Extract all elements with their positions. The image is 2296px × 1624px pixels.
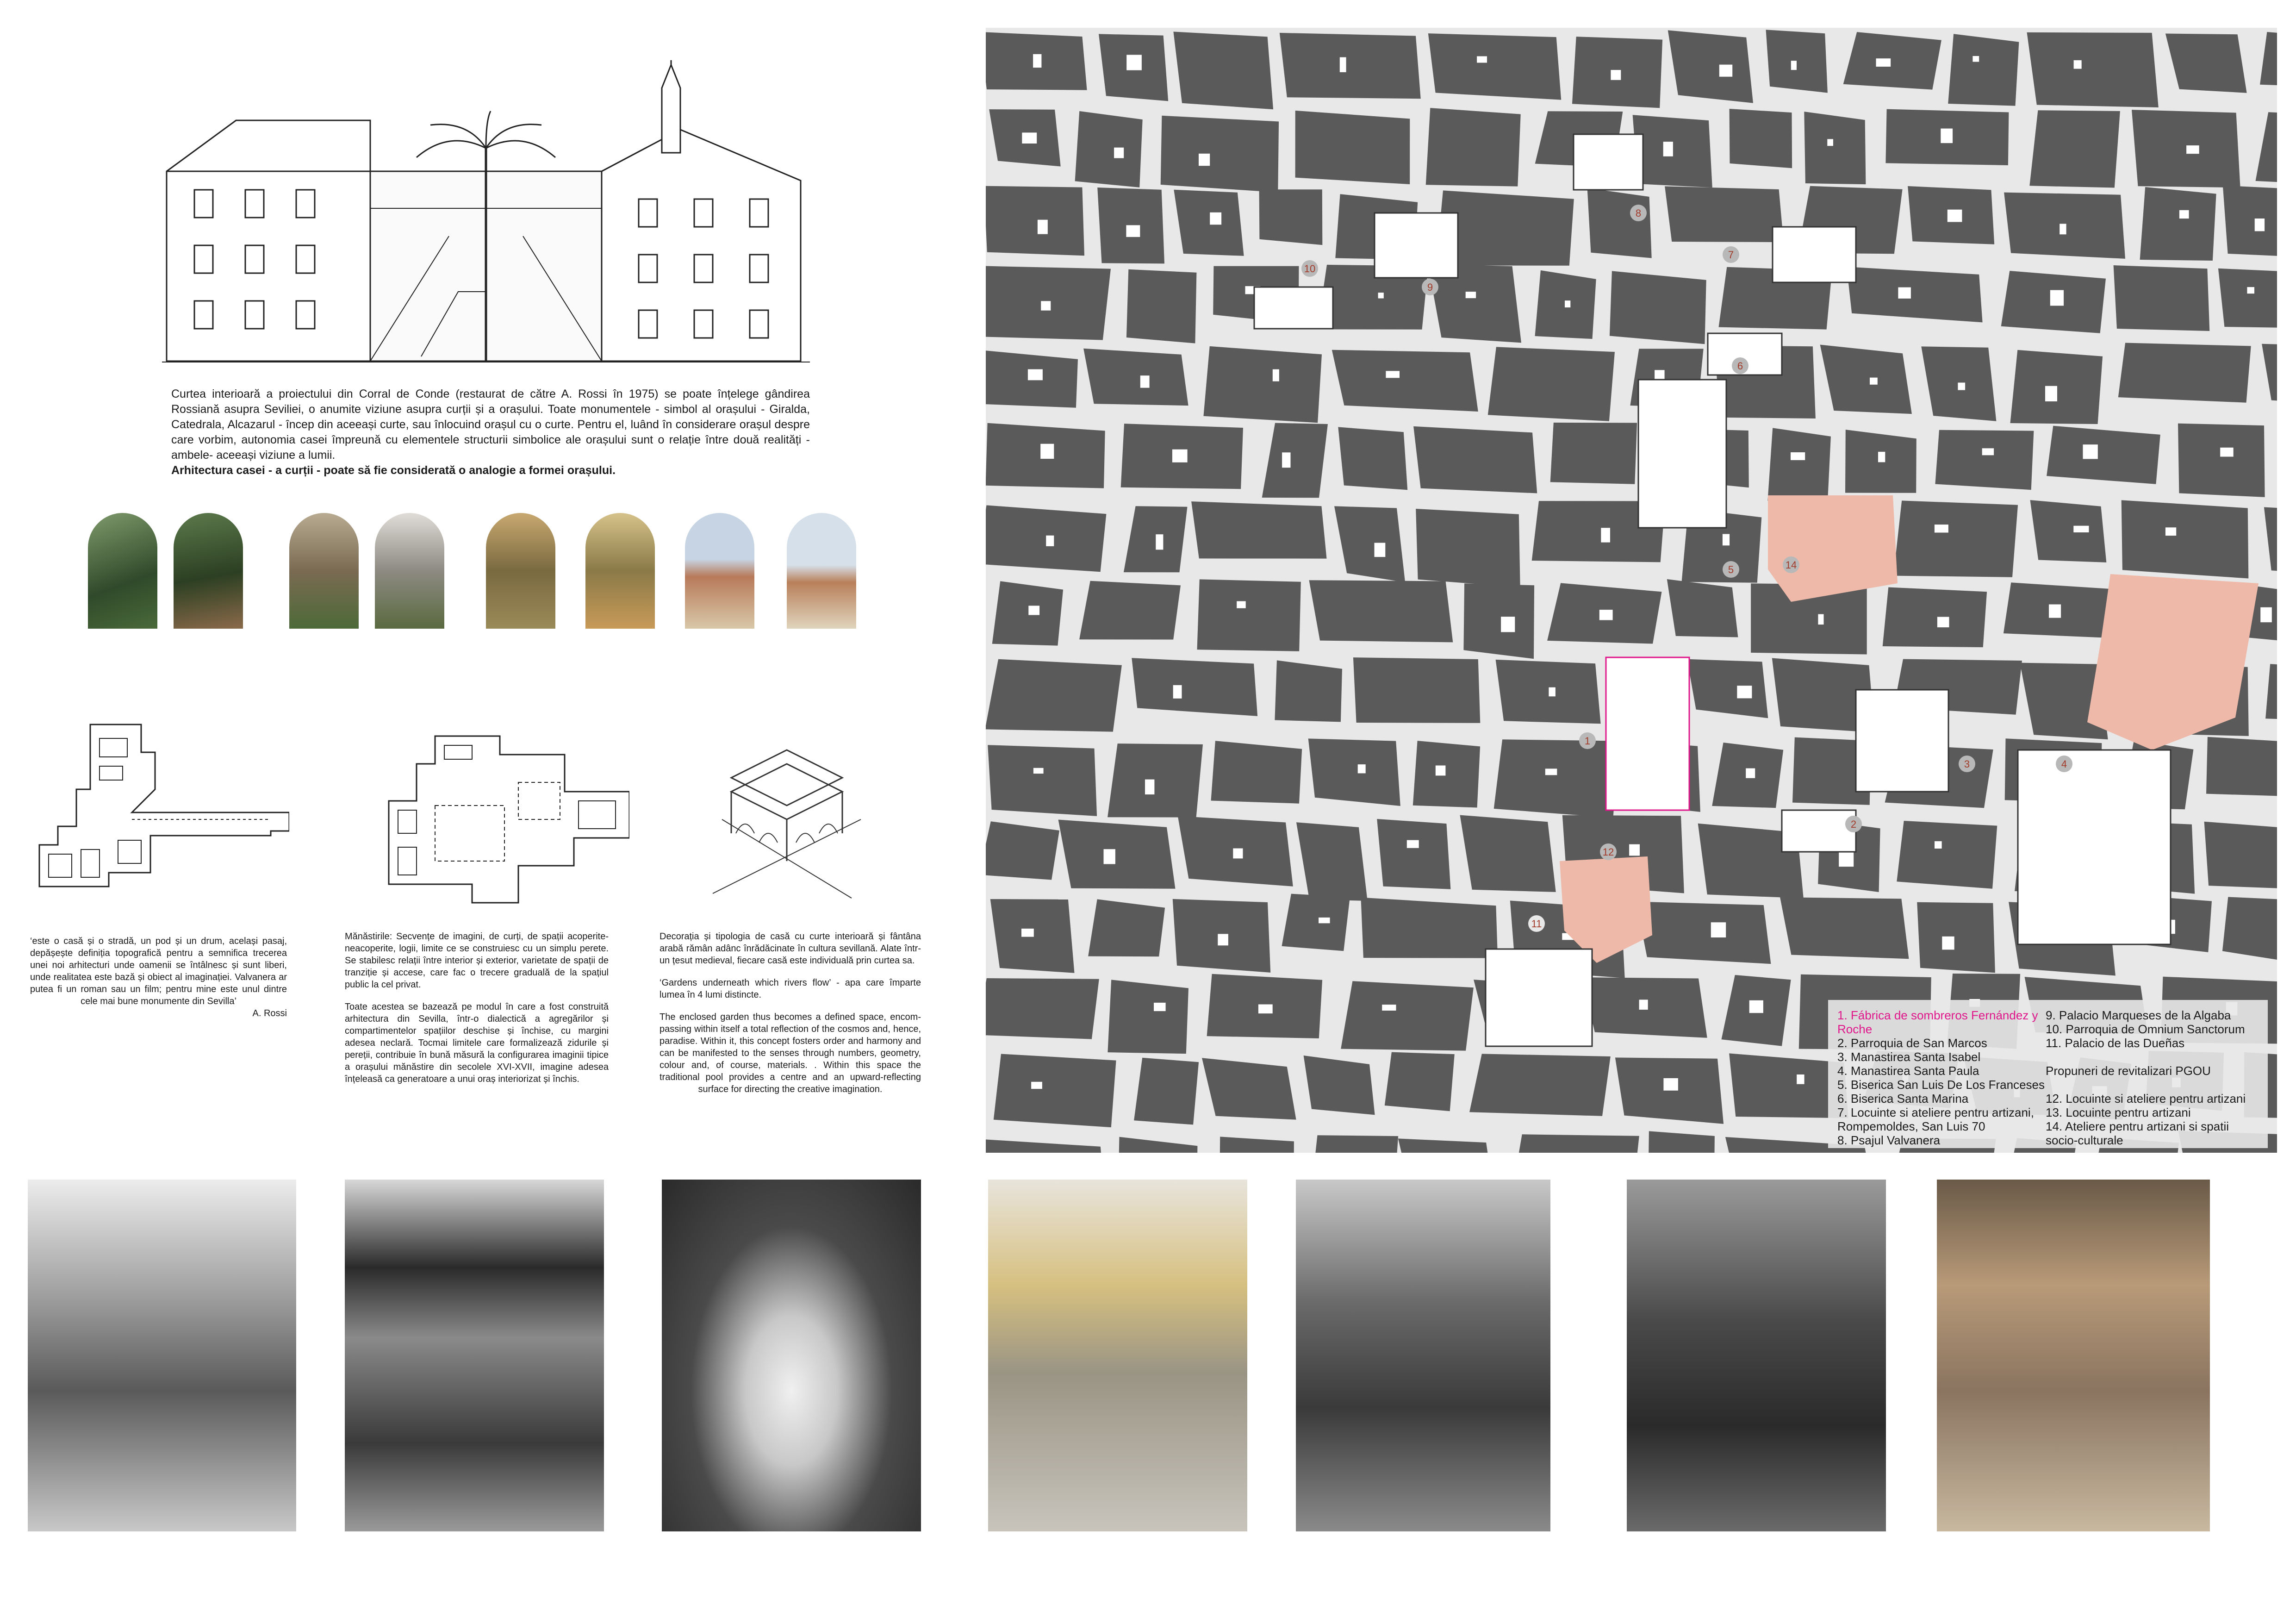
rossi-quote-text: ‘este o casă și o stradă, un pod și un drum, același pasaj, depășește definiția topografică pentru a semnifica trecerea unei noi arhitecturi unde oamenii se întâlnesc și sunt liberi, unde realitatea este bază și obiect al imaginației. Valvanera ar putea fi un roman sau un film; pentru mine este unul dintre cele mai bune monumente din Sevilla’ [30,936,287,1006]
photo-patio-plants-bw [1627,1180,1886,1531]
city-block [1843,32,1941,90]
block-courtyard [1041,301,1051,310]
plan-san-luis-franceses [1638,380,1726,528]
city-block [1385,1052,1455,1112]
city-block [1088,899,1165,956]
city-block [1132,658,1257,716]
arch-photo-garden-vase [174,513,243,629]
arch-photo-plaza-espana-wide [787,513,856,629]
city-block [1668,30,1753,103]
plan-fabrica-sombreros [1606,657,1689,810]
city-block [2262,344,2277,406]
svg-text:11: 11 [1531,918,1542,930]
city-block [2165,34,2247,93]
city-block [1126,269,1197,344]
block-courtyard [1599,610,1613,620]
city-block [1897,821,1997,889]
legend-right-column [2046,1008,2246,1147]
city-block [1309,1135,1398,1153]
marker-11[interactable] [1528,915,1545,932]
block-courtyard [1746,768,1755,778]
marker-3[interactable] [1959,756,1975,772]
block-courtyard [1549,687,1556,697]
legend-item-7-cont: Rompemoldes, San Luis 70 [1837,1119,1985,1133]
marker-2[interactable] [1845,816,1862,832]
block-courtyard [1629,844,1640,856]
svg-text:6: 6 [1737,360,1743,372]
city-block [1460,815,1556,892]
legend-spacer [2046,1050,2246,1064]
arch-photo-tropical-leaves [88,513,157,629]
block-courtyard [1282,452,1290,468]
city-block [1615,1057,1724,1124]
city-block [2132,110,2240,187]
block-courtyard [2050,290,2064,306]
legend-item-1-cont: Roche [1837,1022,1873,1036]
city-block [1426,108,1521,187]
block-courtyard [1791,452,1805,460]
city-block [1259,189,1323,245]
plan-santa-isabel [1856,690,1948,792]
block-courtyard [1935,841,1942,849]
city-block [2265,664,2277,721]
block-courtyard [1791,61,1797,70]
city-block [1377,819,1450,889]
column-courtyard-typology [660,931,921,1106]
plan-locuinte-san-luis-70 [1773,227,1856,282]
arch-photo-palm-courtyard [585,513,655,629]
city-block [2222,897,2277,960]
block-courtyard [1218,934,1228,945]
block-courtyard [2186,145,2199,154]
block-courtyard [1937,617,1949,628]
block-courtyard [1156,534,1163,550]
block-courtyard [1358,764,1366,773]
city-block [1428,33,1561,100]
city-block [1550,423,1637,484]
block-courtyard [1028,606,1039,615]
city-block [1496,660,1601,724]
city-block [1512,1134,1639,1153]
city-block [1309,580,1453,642]
city-block [994,1054,1116,1128]
photo-brick-arcade [1937,1180,2210,1531]
block-courtyard [1611,70,1621,80]
city-block [2140,187,2216,261]
legend-item-10: 10. Parroquia de Omnium Sanctorum [2046,1022,2245,1036]
city-block [1338,427,1407,490]
city-block [2027,32,2159,107]
city-block [1174,190,1244,256]
city-block [2030,500,2107,562]
block-courtyard [1104,849,1115,864]
block-courtyard [1031,1082,1042,1089]
block-courtyard [1663,1078,1678,1091]
block-courtyard [2045,386,2057,401]
city-block [1134,1058,1199,1125]
block-courtyard [1898,287,1911,299]
block-courtyard [1382,1005,1396,1011]
city-block [1893,500,2018,577]
block-courtyard [1199,154,1210,166]
block-courtyard [1407,840,1419,848]
city-block [986,186,1084,256]
city-block [1413,426,1537,493]
block-courtyard [2220,448,2234,457]
city-block [1948,34,2019,106]
marker-4[interactable] [2056,756,2072,772]
top-caption-bold: Arhitectura casei - a curții - poate să fie considerată o analogie a formei orașului. [171,464,616,477]
corral-del-conde-sketch [162,60,810,366]
block-courtyard [1233,849,1243,859]
city-block [988,745,1097,816]
marker-1[interactable] [1579,732,1596,749]
city-block [2206,737,2277,797]
city-block [2260,32,2277,88]
city-block [1108,980,1188,1054]
legend-item-12: 12. Locuinte si ateliere pentru artizani [2046,1092,2246,1106]
block-courtyard [1876,58,1891,67]
city-block [1083,349,1188,406]
block-courtyard [1021,929,1034,937]
block-courtyard [1140,375,1150,388]
city-block [2264,507,2277,577]
rossi-quote-author: A. Rossi [252,1008,287,1018]
city-block [1494,739,1619,818]
svg-text:10: 10 [1304,263,1316,275]
seville-figure-ground-map [986,28,2277,1153]
block-courtyard [2060,224,2066,234]
block-courtyard [1033,54,1041,68]
block-courtyard [1173,685,1182,699]
city-block [1202,1058,1296,1119]
legend-item-3: 3. Manastirea Santa Isabel [1837,1050,1981,1064]
block-courtyard [1114,148,1124,158]
city-block [1883,587,1987,648]
city-block [986,505,1106,572]
city-block [1469,1054,1611,1116]
city-block [2118,343,2251,403]
legend-item-2: 2. Parroquia de San Marcos [1837,1036,1987,1050]
block-courtyard [1827,139,1833,146]
city-block [1295,111,1410,184]
typology-p2: ‘Gardens underneath which rivers flow’ - apa care împarte lumea în 4 lumi distincte. [660,978,921,1000]
legend-item-6: 6. Biserica Santa Marina [1837,1092,1969,1106]
block-courtyard [1935,525,1948,532]
svg-text:8: 8 [1635,207,1642,219]
block-courtyard [1501,617,1515,632]
block-courtyard [2165,527,2176,536]
block-courtyard [1711,922,1726,937]
block-courtyard [1545,768,1557,775]
column-rossi-quote [30,935,287,1019]
block-courtyard [1375,543,1386,557]
svg-text:9: 9 [1427,281,1433,293]
city-block [986,659,1122,732]
city-block [1766,30,1828,93]
city-block [2204,822,2277,890]
plan-san-marcos [1782,810,1856,852]
block-courtyard [1839,852,1854,867]
city-block [2256,112,2277,184]
city-block [1075,111,1143,187]
block-courtyard [1273,369,1279,381]
block-courtyard [1477,56,1487,63]
city-block [1648,1131,1715,1153]
block-courtyard [1038,220,1048,234]
arch-photo-plaza-espana [685,513,754,629]
city-block [1804,112,1866,184]
block-courtyard [2179,210,2189,219]
legend-item-13: 13. Locuinte pentru artizani [2046,1106,2191,1119]
block-courtyard [1870,378,1878,385]
legend-left-column [1837,1008,2045,1147]
legend-item-8: 8. Psajul Valvanera [1837,1133,1941,1147]
city-block [1108,743,1203,818]
svg-text:4: 4 [2061,758,2067,770]
city-block [1610,271,1706,344]
block-courtyard [2260,607,2272,622]
city-block [1197,579,1301,651]
block-courtyard [1466,292,1476,298]
block-courtyard [2083,444,2098,459]
city-block [1587,188,1652,258]
block-courtyard [1040,444,1054,459]
city-block [2223,186,2277,258]
city-block [1361,898,1498,958]
city-block [1488,347,1615,421]
marker-10[interactable] [1301,260,1318,277]
block-courtyard [2049,605,2061,618]
block-courtyard [1737,686,1752,698]
block-courtyard [1601,528,1610,542]
city-block [1262,423,1328,498]
city-block [1308,738,1400,806]
proposal-area-14 [1768,495,1898,602]
city-block [1058,820,1176,889]
map-blocks [986,28,2277,1153]
block-courtyard [1319,918,1330,923]
legend-item-11: 11. Palacio de las Dueñas [2046,1036,2185,1050]
legend-item-14-cont: socio-culturale [2046,1133,2123,1147]
city-block [1820,345,1912,414]
column-monasteries [345,931,609,1095]
legend-proposals-heading: Propuneri de revitalizari PGOU [2046,1064,2211,1078]
city-block [2114,265,2210,331]
block-courtyard [1749,1000,1763,1013]
city-block [1304,1056,1375,1115]
marker-14[interactable] [1783,556,1799,573]
block-courtyard [1237,601,1246,608]
photo-interior-staircase [345,1180,604,1531]
city-block [1463,583,1534,659]
block-courtyard [2073,526,2089,532]
city-block [1767,428,1831,504]
block-courtyard [1982,448,1994,455]
marker-7[interactable] [1723,246,1739,263]
city-block [1636,902,1771,964]
block-courtyard [1340,57,1346,72]
city-block [1687,659,1768,718]
city-block [1416,509,1520,587]
city-block [1780,897,1909,959]
plan-valvanera [30,720,289,891]
plan-palacio-algaba [1375,213,1458,278]
plan-palacio-duenas [1486,949,1592,1046]
block-courtyard [1172,450,1188,462]
marker-5[interactable] [1723,561,1739,578]
photo-valvanera-passage [28,1180,296,1531]
block-courtyard [1972,56,1979,62]
block-courtyard [1386,371,1400,378]
monasteries-p2: Toate acestea se bazează pe modul în care a fost construită arhitectura din Sevilla, într-o dialectică a agregărilor și compartimentelor spațiilor deschise și închise, cu margini adesea neclară. Tocmai limitele care formalizează zidurile și pereții, contribuie în bună măsură la configurarea imaginii tipice a orașului mănăstire din secolele XVI-XVII, imagine adesea înțeleasă ca generatoare a unui oraș interiorizat și închis. [345,1002,609,1084]
city-block [1935,430,2034,490]
block-courtyard [1663,142,1673,156]
legend-item-5: 5. Biserica San Luis De Los Franceses [1837,1078,2045,1092]
courtyard-axonometric-sketch [703,727,870,912]
svg-text:12: 12 [1602,846,1614,858]
marker-6[interactable] [1732,357,1748,374]
city-block [1665,186,1784,242]
legend-spacer-2 [2046,1078,2246,1092]
city-block [1917,902,1995,973]
legend-item-4: 4. Manastirea Santa Paula [1837,1064,1979,1078]
plan-convent [380,727,629,912]
block-courtyard [1878,452,1885,462]
block-courtyard [1378,293,1384,298]
block-courtyard [2247,287,2254,294]
typology-p1: Decorația și tipologia de casă cu curte interioară și fântâna arabă rămân adânc înrădăcinate în cultura sevillană. Alate într-un țesut medieval, fiecare casă este individuală prin curtea sa. [660,931,921,966]
city-block [1413,741,1480,807]
city-block [1079,581,1181,640]
marker-9[interactable] [1422,279,1438,295]
city-block [2029,110,2120,187]
svg-text:3: 3 [1964,758,1970,770]
block-courtyard [1948,210,1962,222]
city-block [1203,346,1322,423]
city-block [1667,579,1738,637]
city-block [2047,426,2160,484]
block-courtyard [1941,129,1953,144]
plan-valvanera-building [1574,134,1643,190]
city-block [1296,822,1368,901]
arch-photo-garden-sunlit [486,513,555,629]
block-courtyard [1639,999,1648,1010]
block-courtyard [1818,614,1823,625]
plan-omnium-sanctorum [1254,287,1333,329]
block-courtyard [1942,937,1954,950]
city-block [2122,500,2249,578]
monasteries-p1: Mănăstirile: Secvențe de imagini, de curți, de spații acoperite-neacoperite, logii, limite ce se construiesc cu un simplu perete. Se stabilesc relații între interior și exterior, varietate de spații de tranziție și accese, care fac o trecere graduală de la spațiul public la cel privat. [345,931,609,990]
block-courtyard [1126,55,1142,70]
arch-photo-courtyard-stairs [375,513,444,629]
plan-santa-paula [2018,750,2171,944]
marker-8[interactable] [1630,205,1647,221]
city-block [1275,660,1342,722]
block-courtyard [1126,225,1140,237]
city-block [1334,506,1405,582]
svg-text:1: 1 [1584,735,1591,747]
arch-photo-courtyard-fern [289,513,359,629]
city-block [1173,31,1273,109]
city-block [1220,1137,1294,1153]
city-block [1124,506,1188,572]
block-courtyard [1436,766,1446,776]
marker-12[interactable] [1600,843,1617,860]
block-courtyard [2074,60,2082,69]
legend-item-9: 9. Palacio Marqueses de la Algaba [2046,1008,2231,1022]
svg-text:14: 14 [1785,559,1797,571]
city-block [1191,501,1326,559]
svg-text:7: 7 [1728,249,1734,261]
city-block [1847,267,1983,322]
city-block [1341,981,1474,1050]
legend-item-1: 1. Fábrica de sombreros Fernández y [1837,1008,2038,1022]
block-courtyard [1719,65,1732,77]
city-block [1353,657,1480,723]
top-caption [171,387,810,478]
block-courtyard [1154,1003,1166,1011]
block-courtyard [1046,536,1054,546]
block-courtyard [2255,219,2265,231]
photo-wrought-iron-gate [662,1180,921,1531]
top-caption-text: Curtea interioară a proiectului din Corral de Conde (restaurat de către A. Rossi în 1975) se poate înțelege gândirea Rossiană asupra Seviliei, o anumite viziune asupra curții și a orașului. Toate monumentele - simbol al orașului - Giralda, Catedrala, Alcazarul - încep din aceeași curte, sau înlocuind orașul cu o curte. Pentru el, luând în considerare orașul despre care vorbim, autonomia casei împreună cu elementele structurii simbolice ale orașului sunt o relație între două realități -ambele- aceeași viziune a lumii. [171,387,810,462]
svg-text:5: 5 [1728,564,1734,575]
city-block [2218,269,2277,328]
city-block [1398,1138,1495,1153]
block-courtyard [1210,212,1221,225]
legend-item-14: 14. Ateliere pentru artizani si spatii [2046,1119,2229,1133]
city-block [1211,741,1302,804]
city-block [1730,109,1792,168]
block-courtyard [1033,768,1044,774]
block-courtyard [1958,383,1965,390]
typology-p3: The enclosed garden thus becomes a defined space, encom- passing within itself a total reflection of the cosmos and, hence, paradise. Within it, this concept fosters order and harmony and can be manifested to the senses through numbers, geometry, colour and, of course, materials. . Within this space the traditional pool provides a centre and an upward-reflecting surface for directing the creative imagination. [660,1012,921,1094]
block-courtyard [1797,1074,1804,1084]
block-courtyard [1258,1005,1273,1014]
svg-text:2: 2 [1850,818,1857,830]
photo-arcaded-courtyard-bw [1296,1180,1550,1531]
city-block [1161,116,1279,193]
photo-yellow-patio-entrance [988,1180,1247,1531]
block-courtyard [1723,534,1730,546]
city-block [1118,1137,1198,1153]
block-courtyard [1145,780,1154,795]
city-block [986,821,1059,880]
legend-item-7: 7. Locuinte si ateliere pentru artizani, [1837,1106,2034,1119]
city-block [1332,350,1478,412]
block-courtyard [1565,300,1570,307]
city-block [986,978,1099,1039]
map-legend [1828,1000,2268,1148]
city-block [1282,894,1350,951]
city-block [1280,33,1421,99]
block-courtyard [1022,132,1037,144]
city-block [986,1139,1106,1153]
city-block [992,581,1063,645]
city-block [2178,424,2265,497]
block-courtyard [1028,369,1043,381]
